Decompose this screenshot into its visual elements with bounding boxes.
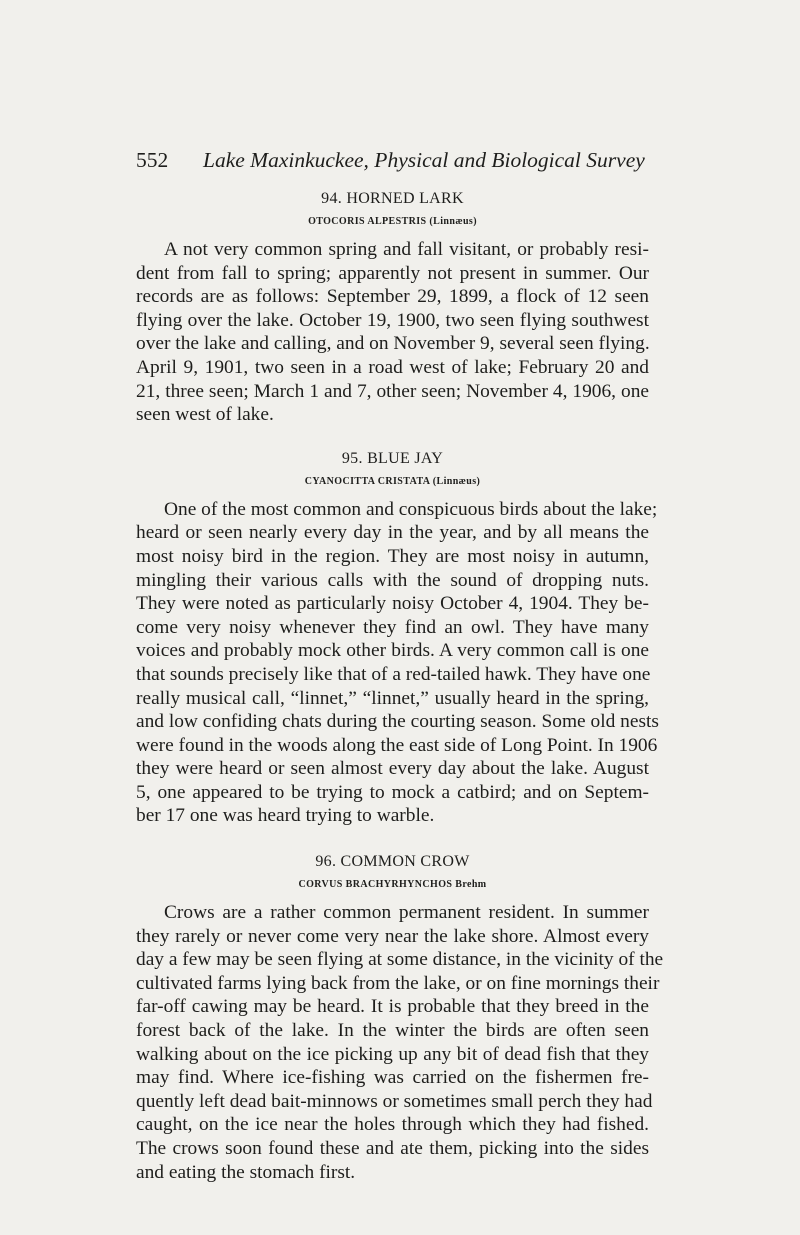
scientific-name: CORVUS BRACHYRHYNCHOS: [298, 879, 453, 891]
text-line: 5, one appeared to be trying to mock a catbird; and on Septem-: [136, 781, 649, 803]
text-line: walking about on the ice picking up any bit of dead fish that they: [136, 1043, 649, 1065]
running-header: [136, 145, 649, 175]
species-scientific-name: [136, 475, 649, 489]
name-authority: (Linnæus): [432, 475, 481, 487]
text-line: They were noted as particularly noisy October 4, 1904. They be-: [136, 593, 649, 615]
text-line: really musical call, “linnet,” “linnet,” usually heard in the spring,: [136, 687, 649, 709]
species-account: [136, 901, 664, 1184]
text-line: mingling their various calls with the sound of dropping nuts.: [136, 569, 649, 591]
scientific-name: OTOCORIS ALPESTRIS: [308, 216, 427, 227]
text-line: seen west of lake.: [136, 404, 274, 426]
species-heading: 95. BLUE JAY: [341, 449, 444, 467]
species-section-common-crow: [136, 852, 664, 1184]
text-line: day a few may be seen flying at some distance, in the vicinity of the: [136, 949, 664, 971]
text-line: they rarely or never come very near the lake shore. Almost every: [136, 925, 649, 947]
text-line: records are as follows: September 29, 1899, a flock of 12 seen: [136, 286, 649, 308]
text-line: and low confiding chats during the courting season. Some old nests: [136, 711, 659, 733]
running-title: Lake Maxinkuckee, Physical and Biological Survey: [203, 148, 645, 172]
scientific-name: CYANOCITTA CRISTATA: [304, 475, 430, 487]
book-page: [136, 145, 664, 1184]
text-line: come very noisy whenever they find an owl. They have many: [136, 616, 649, 638]
species-account: [136, 498, 659, 828]
text-line: most noisy bird in the region. They are most noisy in autumn,: [136, 545, 649, 567]
species-section-horned-lark: [136, 189, 649, 427]
text-line: far-off cawing may be heard. It is probable that they breed in the: [136, 996, 649, 1018]
text-line: The crows soon found these and ate them, picking into the sides: [136, 1138, 649, 1159]
text-line: voices and probably mock other birds. A very common call is one: [136, 640, 649, 662]
species-heading: 96. COMMON CROW: [315, 853, 470, 871]
text-line: may find. Where ice-fishing was carried on the fishermen fre-: [136, 1067, 649, 1089]
text-line: were found in the woods along the east side of Long Point. In 1906: [136, 734, 658, 756]
text-line: that sounds precisely like that of a red-tailed hawk. They have one: [136, 663, 651, 685]
text-line: they were heard or seen almost every day about the lake. August: [136, 758, 649, 780]
species-heading: 94. HORNED LARK: [321, 190, 464, 207]
text-line: forest back of the lake. In the winter the birds are often seen: [136, 1020, 649, 1042]
text-line: April 9, 1901, two seen in a road west of lake; February 20 and: [136, 356, 649, 378]
page-number: 552: [136, 148, 169, 172]
text-line: ber 17 one was heard trying to warble.: [136, 805, 435, 827]
text-line: 21, three seen; March 1 and 7, other seen; November 4, 1906, one: [136, 380, 649, 402]
species-account: [136, 238, 649, 427]
text-line: Crows are a rather common permanent resident. In summer: [164, 902, 649, 924]
species-scientific-name: [136, 215, 649, 229]
text-line: over the lake and calling, and on November 9, several seen flying.: [136, 333, 650, 355]
text-line: A not very common spring and fall visitant, or probably resi-: [164, 239, 649, 260]
species-section-blue-jay: [136, 449, 659, 828]
name-authority: (Linnæus): [429, 216, 477, 227]
text-line: caught, on the ice near the holes through which they had fished.: [136, 1114, 649, 1136]
species-scientific-name: [136, 878, 649, 892]
text-line: dent from fall to spring; apparently not present in summer. Our: [136, 262, 649, 284]
text-line: and eating the stomach first.: [136, 1161, 356, 1183]
text-line: flying over the lake. October 19, 1900, two seen flying southwest: [136, 309, 649, 331]
text-line: cultivated farms lying back from the lake, or on fine mornings their: [136, 972, 660, 994]
text-line: heard or seen nearly every day in the year, and by all means the: [136, 522, 649, 544]
text-line: quently left dead bait-minnows or sometimes small perch they had: [136, 1090, 653, 1112]
text-line: One of the most common and conspicuous birds about the lake;: [164, 498, 658, 520]
name-authority: Brehm: [455, 879, 487, 891]
